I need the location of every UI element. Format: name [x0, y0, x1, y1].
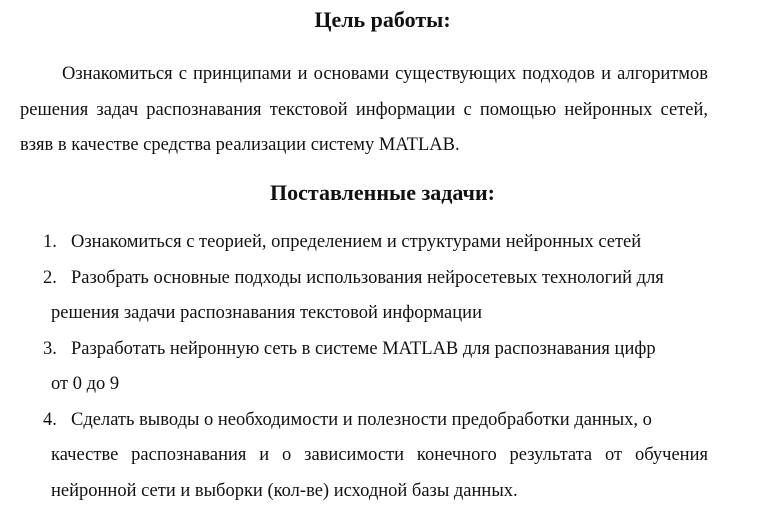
task-list: [0, 225, 765, 509]
goal-paragraph: Ознакомиться с принципами и основами существующих подходов и алгоритмов решения задач распознавания текстовой информации с помощью нейронных сетей, взяв в качестве средства реализации систему MATLAB.: [20, 57, 708, 164]
goal-heading: Цель работы:: [0, 7, 765, 33]
task-number: 1.: [43, 225, 57, 261]
task-text-line: Разобрать основные подходы использования нейросетевых технологий для: [71, 261, 708, 297]
tasks-heading: Поставленные задачи:: [0, 180, 765, 206]
task-number: 4.: [43, 403, 57, 439]
task-text-line: Ознакомиться с теорией, определением и структурами нейронных сетей: [71, 225, 708, 261]
task-item-3: [0, 332, 708, 403]
task-text-continuation: решения задачи распознавания текстовой информации: [51, 296, 708, 332]
task-number: 3.: [43, 332, 57, 368]
task-text-line: Разработать нейронную сеть в системе MATLAB для распознавания цифр: [71, 332, 708, 368]
task-number: 2.: [43, 261, 57, 297]
task-item-4: [0, 403, 708, 509]
task-text-line: Сделать выводы о необходимости и полезности предобработки данных, о: [71, 403, 708, 439]
task-text-continuation: качестве распознавания и о зависимости конечного результата от обучения нейронной сети и выборки (кол-ве) исходной базы данных.: [51, 438, 708, 509]
task-item-1: [0, 225, 708, 261]
task-text-continuation: от 0 до 9: [51, 367, 708, 403]
task-item-2: [0, 261, 708, 332]
